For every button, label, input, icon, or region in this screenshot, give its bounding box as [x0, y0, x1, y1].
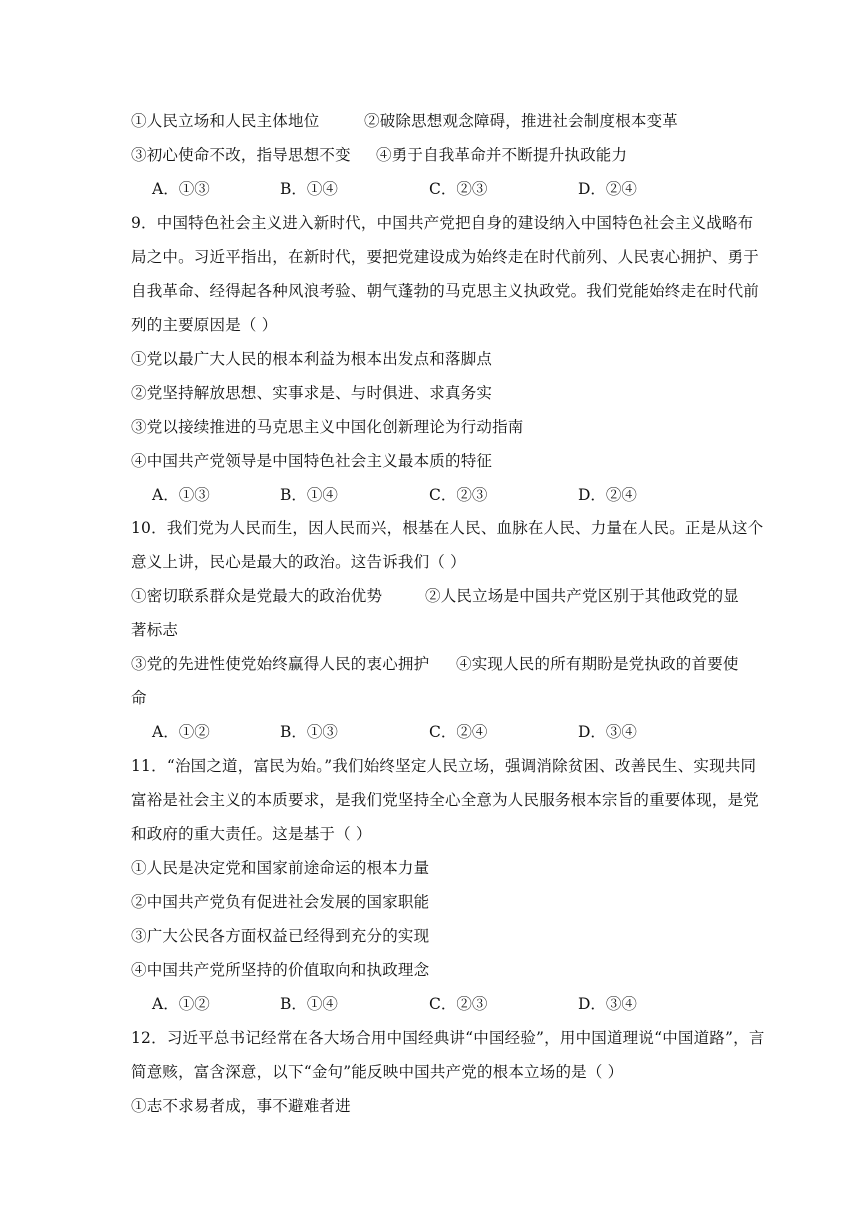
q11-stem-line-1: 11．“治国之道，富民为始。”我们始终坚定人民立场，强调消除贫困、改善民生、实现共同	[131, 757, 757, 775]
q8-option-3: ③初心使命不改，指导思想不变	[131, 146, 351, 164]
q10-stem-line-1: 10．我们党为人民而生，因人民而兴，根基在人民、血脉在人民、力量在人民。正是从这个	[131, 519, 764, 537]
q11-stem-line-3: 和政府的重大责任。这是基于（ ）	[131, 825, 372, 843]
q10-option-3: ③党的先进性使党始终赢得人民的衷心拥护	[131, 655, 430, 673]
q9-choice-a: A．①③	[152, 486, 210, 504]
q9-choice-b: B．①④	[280, 486, 338, 504]
q9-option-1: ①党以最广大人民的根本利益为根本出发点和落脚点	[131, 350, 493, 368]
q8-choice-b: B．①④	[280, 180, 338, 198]
q9-stem-line-4: 列的主要原因是（ ）	[131, 316, 278, 334]
q8-option-2: ②破除思想观念障碍，推进社会制度根本变革	[364, 112, 679, 130]
q8-choice-c: C．②③	[429, 180, 488, 198]
q11-option-3: ③广大公民各方面权益已经得到充分的实现	[131, 927, 430, 945]
q11-choice-a: A．①②	[152, 995, 210, 1013]
q9-choice-c: C．②③	[429, 486, 488, 504]
q11-choice-b: B．①④	[280, 995, 338, 1013]
q10-choice-a: A．①②	[152, 723, 210, 741]
q12-stem-line-1: 12．习近平总书记经常在各大场合用中国经典讲“中国经验”，用中国道理说“中国道路”，言	[131, 1029, 765, 1047]
q9-option-2: ②党坚持解放思想、实事求是、与时俱进、求真务实	[131, 384, 493, 402]
q9-choice-d: D．②④	[578, 486, 637, 504]
q9-option-4: ④中国共产党领导是中国特色社会主义最本质的特征	[131, 452, 493, 470]
q10-choice-d: D．③④	[578, 723, 637, 741]
q11-choice-c: C．②③	[429, 995, 488, 1013]
q9-stem-line-1: 9．中国特色社会主义进入新时代，中国共产党把自身的建设纳入中国特色社会主义战略布	[131, 214, 754, 232]
q10-option-4-cont: 命	[131, 689, 147, 707]
q10-choice-c: C．②④	[429, 723, 488, 741]
q11-option-2: ②中国共产党负有促进社会发展的国家职能	[131, 893, 430, 911]
q10-option-4: ④实现人民的所有期盼是党执政的首要使	[456, 655, 739, 673]
q10-choice-b: B．①③	[280, 723, 338, 741]
q12-option-1: ①志不求易者成，事不避难者进	[131, 1097, 351, 1115]
q10-option-2-cont: 著标志	[131, 621, 179, 639]
q8-choice-a: A．①③	[152, 180, 210, 198]
q9-stem-line-2: 局之中。习近平指出，在新时代，要把党建设成为始终走在时代前列、人民衷心拥护、勇于	[131, 248, 760, 266]
q11-stem-line-2: 富裕是社会主义的本质要求，是我们党坚持全心全意为人民服务根本宗旨的重要体现，是党	[131, 791, 760, 809]
q10-stem-line-2: 意义上讲，民心是最大的政治。这告诉我们（ ）	[131, 553, 466, 571]
q11-option-1: ①人民是决定党和国家前途命运的根本力量	[131, 859, 430, 877]
q9-stem-line-3: 自我革命、经得起各种风浪考验、朝气蓬勃的马克思主义执政党。我们党能始终走在时代前	[131, 282, 760, 300]
q8-option-4: ④勇于自我革命并不断提升执政能力	[376, 146, 628, 164]
q12-stem-line-2: 简意赅，富含深意，以下“金句”能反映中国共产党的根本立场的是（ ）	[131, 1063, 624, 1081]
q9-option-3: ③党以接续推进的马克思主义中国化创新理论为行动指南	[131, 418, 524, 436]
q10-option-1: ①密切联系群众是党最大的政治优势	[131, 587, 383, 605]
q8-option-1: ①人民立场和人民主体地位	[131, 112, 320, 130]
q8-choice-d: D．②④	[578, 180, 637, 198]
q10-option-2: ②人民立场是中国共产党区别于其他政党的显	[425, 587, 740, 605]
q11-choice-d: D．③④	[578, 995, 637, 1013]
q11-option-4: ④中国共产党所坚持的价值取向和执政理念	[131, 961, 430, 979]
